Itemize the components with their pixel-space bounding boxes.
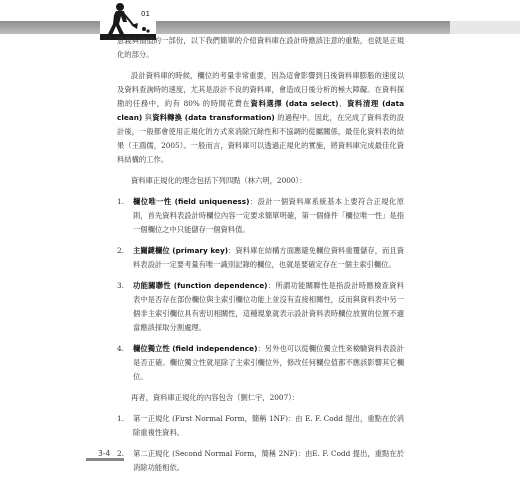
paragraph-intro: 意義與價值的一部份，以下我們簡單的介紹資料庫在設計時應該注意的重點，也就是正規化的部分。: [117, 36, 404, 59]
page-number: 3-4: [98, 449, 111, 458]
svg-text:01: 01: [141, 10, 150, 18]
list-number: 2.: [117, 449, 124, 458]
header-bar-end: [450, 21, 520, 34]
header-bar: [0, 21, 520, 34]
list-text: 第二正規化 (Second Normal Form，簡稱 2NF)：由E. F. Codd 提出，重點在於消除功能相依。: [133, 449, 404, 472]
term-data-select: 資料選擇 (data select): [250, 99, 339, 108]
text-span: 、: [338, 99, 348, 108]
paragraph-normal-forms-intro: 再者，資料庫正規化的內容包含（劉仁宇，2007）：: [131, 393, 300, 402]
list-number: 2.: [117, 246, 124, 255]
list-item: [117, 447, 404, 475]
list-text: [133, 244, 404, 272]
concept-desc: ：設計一個資料庫系統基本上要符合正規化原則，首先資料表設計時欄位內容一定要求簡單明確，第一個條件「欄位唯一性」是指一個欄位之中只能儲存一個資料值。: [133, 197, 405, 234]
list-number: 3.: [117, 281, 124, 290]
page-number-underline: [86, 458, 124, 461]
list-text: 第一正規化 (First Normal Form，簡稱 1NF)：由 E. F. Codd 提出，重點在於消除重複性資料。: [133, 414, 404, 437]
paragraph-concepts-intro: 資料庫正規化的理念包括下列四點（林六明，2000）：: [131, 176, 307, 185]
list-number: 1.: [117, 197, 124, 206]
page-content: [117, 34, 404, 475]
list-item: [117, 195, 404, 237]
list-text: [133, 279, 404, 335]
list-text: [133, 342, 404, 384]
concept-term: 欄位唯一性 (field uniqueness): [133, 197, 250, 206]
list-number: 1.: [117, 414, 124, 423]
concept-term: 欄位獨立性 (field independence): [133, 344, 258, 353]
paragraph-design: [117, 69, 404, 167]
list-number: 4.: [117, 344, 124, 353]
term-data-clean: 資料清理 (data clean): [117, 99, 404, 122]
list-item: [117, 279, 404, 335]
concept-desc: ：另外也可以從欄位獨立性來檢驗資料表設計是否正確。欄位獨立性就是除了主索引欄位外，修改任何欄位值都不應該影響其它欄位。: [133, 344, 404, 381]
concept-desc: ：資料庫在結構方面應避免欄位資料重覆儲存，而且資料表設計一定要考量有唯一識別記錄的欄位，也就是要確定存在一個主索引欄位。: [133, 246, 404, 269]
term-data-transformation: 資料轉換 (data transformation): [152, 113, 275, 122]
concept-term: 功能關聯性 (function dependence): [133, 281, 268, 290]
text-span: 設計資料庫的時候，欄位的考量非常重要，因為這會影響到日後資料庫膨脹的速度以及資料查詢時的速度，尤其是設計不良的資料庫，會造成日後分析的極大障礙。在資料探勘的任務中，約有 80% 的時間花費在: [117, 71, 404, 108]
concept-desc: ：所謂功能關聯性是指設計時應檢查資料表中是否存在部份欄位與主索引欄位功能上並沒有直接相關性，反而與資料表中另一個非主索引欄位具有密切相關性，這種現象就表示設計資料表時欄位放置的位置不適當應該採取分割處理。: [133, 281, 404, 332]
list-item: [117, 244, 404, 272]
list-item: [117, 412, 404, 440]
list-item: [117, 342, 404, 384]
text-span: 的過程中。因此，在完成了資料表的設計後，一般都會使用正規化的方式來消除冗餘性和不協調的從屬關係，最佳化資料表的結果（王鴻儒，2005）。一般而言，資料庫可以透過正規化的實施，將資料庫完成最佳化資料結構的工作。: [117, 113, 404, 164]
list-text: [133, 195, 404, 237]
concept-term: 主關鍵欄位 (primary key): [133, 246, 229, 255]
text-span: 與: [142, 113, 153, 122]
